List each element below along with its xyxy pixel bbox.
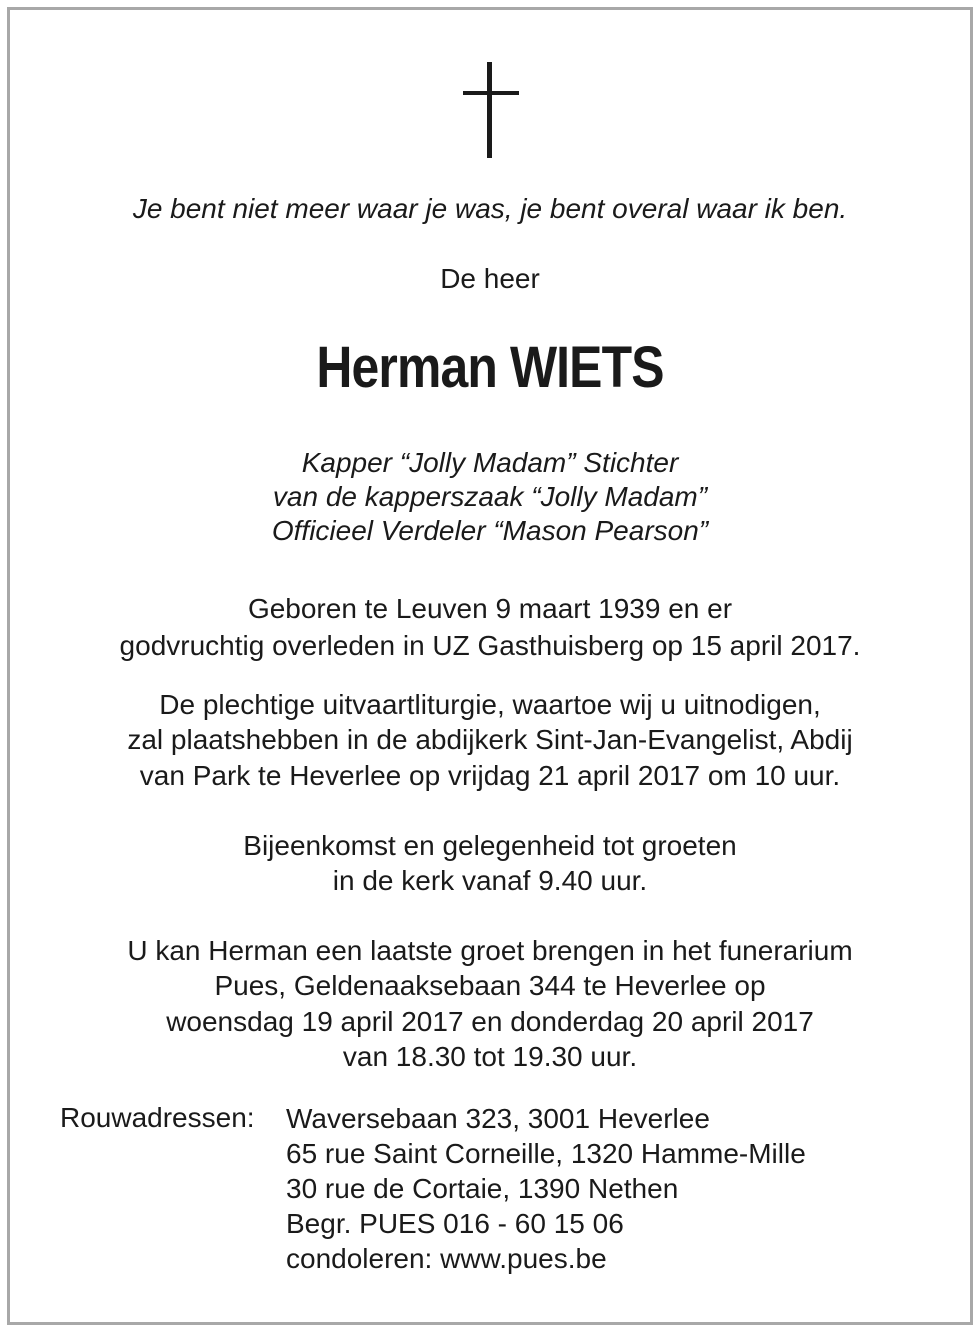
visitation-line: U kan Herman een laatste groet brengen in het funerarium bbox=[127, 935, 853, 966]
addresses-label: Rouwadressen: bbox=[60, 1102, 255, 1133]
honorific: De heer bbox=[440, 263, 540, 294]
visitation-line: Pues, Geldenaaksebaan 344 te Heverlee op bbox=[214, 970, 766, 1001]
birth-death-line: godvruchtig overleden in UZ Gasthuisberg op 15 april 2017. bbox=[119, 630, 861, 661]
address-line: Waversebaan 323, 3001 Heverlee bbox=[286, 1103, 710, 1134]
cross-icon bbox=[461, 62, 521, 158]
occupation-line: Kapper “Jolly Madam” Stichter bbox=[301, 447, 679, 478]
addresses-list bbox=[286, 1101, 806, 1276]
funeral-line: De plechtige uitvaartliturgie, waartoe wij u uitnodigen, bbox=[159, 689, 821, 720]
gathering-line: Bijeenkomst en gelegenheid tot groeten bbox=[243, 830, 737, 861]
address-line: 65 rue Saint Corneille, 1320 Hamme-Mille bbox=[286, 1138, 806, 1169]
birth-death-line: Geboren te Leuven 9 maart 1939 en er bbox=[247, 593, 733, 624]
address-line: condoleren: www.pues.be bbox=[286, 1243, 607, 1274]
visitation-line: van 18.30 tot 19.30 uur. bbox=[342, 1041, 638, 1072]
funeral-line: zal plaatshebben in de abdijkerk Sint-Jan-Evangelist, Abdij bbox=[127, 724, 853, 755]
visitation-line: woensdag 19 april 2017 en donderdag 20 april 2017 bbox=[166, 1006, 814, 1037]
address-line: 30 rue de Cortaie, 1390 Nethen bbox=[286, 1173, 679, 1204]
address-line: Begr. PUES 016 - 60 15 06 bbox=[286, 1208, 624, 1239]
occupation-line: Officieel Verdeler “Mason Pearson” bbox=[271, 515, 709, 546]
quote: Je bent niet meer waar je was, je bent overal waar ik ben. bbox=[132, 193, 848, 224]
occupation-line: van de kapperszaak “Jolly Madam” bbox=[272, 481, 708, 512]
gathering-line: in de kerk vanaf 9.40 uur. bbox=[332, 865, 648, 896]
deceased-name: Herman WIETS bbox=[316, 335, 664, 400]
funeral-line: van Park te Heverlee op vrijdag 21 april 2017 om 10 uur. bbox=[139, 760, 841, 791]
